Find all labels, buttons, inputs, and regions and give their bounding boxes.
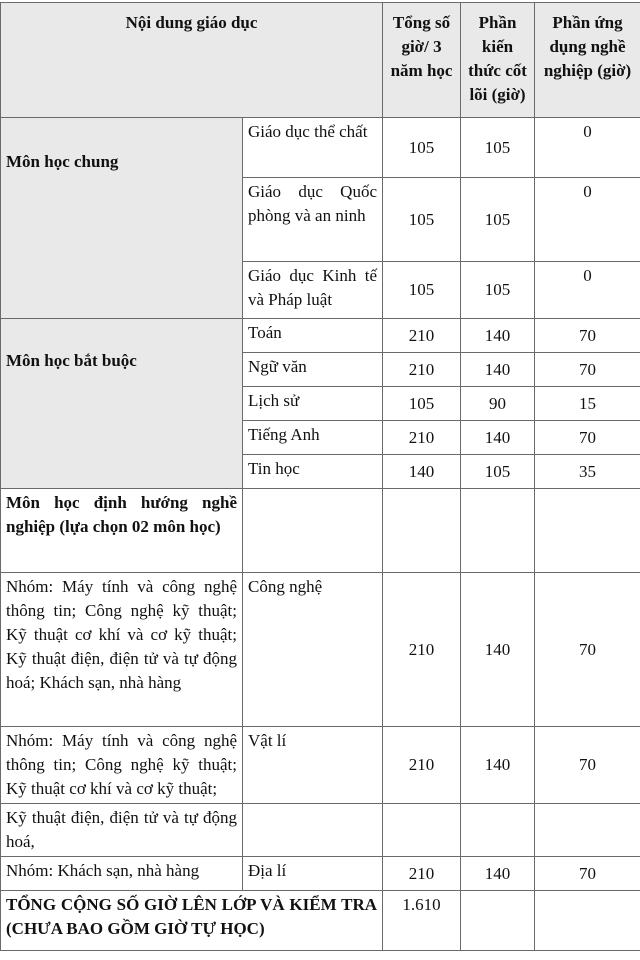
total-hours-cell: 105 bbox=[383, 387, 461, 421]
applied-hours-cell: 0 bbox=[535, 118, 640, 178]
header-applied-hours: Phần ứng dụng nghề nghiệp (giờ) bbox=[535, 3, 640, 118]
applied-hours-cell: 0 bbox=[535, 262, 640, 319]
core-hours-cell: 105 bbox=[461, 262, 535, 319]
table-row bbox=[1, 573, 640, 727]
total-hours-cell: 210 bbox=[383, 857, 461, 891]
subject-cell: Giáo dục thể chất bbox=[243, 118, 383, 178]
subject-cell: Toán bbox=[243, 319, 383, 353]
subject-cell: Giáo dục Kinh tế và Pháp luật bbox=[243, 262, 383, 319]
group-label-mandatory: Môn học bắt buộc bbox=[1, 319, 243, 489]
core-hours-cell: 105 bbox=[461, 455, 535, 489]
total-hours-cell: 210 bbox=[383, 573, 461, 727]
table-row bbox=[1, 857, 640, 891]
core-hours-cell: 105 bbox=[461, 118, 535, 178]
subject-cell: Vật lí bbox=[243, 727, 383, 804]
core-hours-cell bbox=[461, 804, 535, 857]
total-hours-cell: 210 bbox=[383, 727, 461, 804]
empty-cell bbox=[535, 489, 640, 573]
core-hours-cell: 140 bbox=[461, 353, 535, 387]
table-header-row bbox=[1, 3, 640, 118]
applied-hours-cell: 15 bbox=[535, 387, 640, 421]
subject-cell: Ngữ văn bbox=[243, 353, 383, 387]
empty-cell bbox=[461, 489, 535, 573]
core-hours-cell: 140 bbox=[461, 421, 535, 455]
total-hours-cell: 210 bbox=[383, 353, 461, 387]
group-label-general: Môn học chung bbox=[1, 118, 243, 319]
subject-cell: Giáo dục Quốc phòng và an ninh bbox=[243, 178, 383, 262]
core-hours-cell: 90 bbox=[461, 387, 535, 421]
total-hours-cell: 210 bbox=[383, 319, 461, 353]
total-hours-value: 1.610 bbox=[383, 891, 461, 951]
applied-hours-cell: 70 bbox=[535, 421, 640, 455]
total-hours-cell: 140 bbox=[383, 455, 461, 489]
subject-cell: Công nghệ bbox=[243, 573, 383, 727]
applied-hours-cell: 70 bbox=[535, 857, 640, 891]
table-row bbox=[1, 727, 640, 804]
header-total-hours: Tổng số giờ/ 3 năm học bbox=[383, 3, 461, 118]
group-name-cell: Nhóm: Khách sạn, nhà hàng bbox=[1, 857, 243, 891]
group-name-cell: Nhóm: Máy tính và công nghệ thông tin; Công nghệ kỹ thuật; Kỹ thuật cơ khí và cơ kỹ thuật; Kỹ thuật điện, điện tử và tự động hoá; Khách sạn, nhà hàng bbox=[1, 573, 243, 727]
core-hours-cell: 140 bbox=[461, 573, 535, 727]
total-label: TỔNG CỘNG SỐ GIỜ LÊN LỚP VÀ KIỂM TRA (CHƯA BAO GỒM GIỜ TỰ HỌC) bbox=[1, 891, 383, 951]
header-core-hours: Phần kiến thức cốt lõi (giờ) bbox=[461, 3, 535, 118]
subject-cell: Lịch sử bbox=[243, 387, 383, 421]
total-hours-cell: 105 bbox=[383, 118, 461, 178]
table-row bbox=[1, 118, 640, 178]
empty-cell bbox=[535, 891, 640, 951]
applied-hours-cell: 70 bbox=[535, 573, 640, 727]
applied-hours-cell: 0 bbox=[535, 178, 640, 262]
subject-cell bbox=[243, 804, 383, 857]
total-hours-cell bbox=[383, 804, 461, 857]
curriculum-hours-table bbox=[0, 2, 640, 951]
table-row bbox=[1, 489, 640, 573]
applied-hours-cell bbox=[535, 804, 640, 857]
core-hours-cell: 140 bbox=[461, 727, 535, 804]
table-row bbox=[1, 804, 640, 857]
applied-hours-cell: 70 bbox=[535, 353, 640, 387]
group-name-cell: Nhóm: Máy tính và công nghệ thông tin; Công nghệ kỹ thuật; Kỹ thuật cơ khí và cơ kỹ thuật; bbox=[1, 727, 243, 804]
group-label-orientation: Môn học định hướng nghề nghiệp (lựa chọn 02 môn học) bbox=[1, 489, 243, 573]
applied-hours-cell: 35 bbox=[535, 455, 640, 489]
core-hours-cell: 140 bbox=[461, 319, 535, 353]
subject-cell: Tin học bbox=[243, 455, 383, 489]
empty-cell bbox=[243, 489, 383, 573]
applied-hours-cell: 70 bbox=[535, 727, 640, 804]
core-hours-cell: 140 bbox=[461, 857, 535, 891]
group-name-cell: Kỹ thuật điện, điện tử và tự động hoá, bbox=[1, 804, 243, 857]
applied-hours-cell: 70 bbox=[535, 319, 640, 353]
total-hours-cell: 105 bbox=[383, 262, 461, 319]
total-hours-cell: 210 bbox=[383, 421, 461, 455]
table-row bbox=[1, 319, 640, 353]
total-row bbox=[1, 891, 640, 951]
empty-cell bbox=[461, 891, 535, 951]
subject-cell: Địa lí bbox=[243, 857, 383, 891]
core-hours-cell: 105 bbox=[461, 178, 535, 262]
header-content: Nội dung giáo dục bbox=[1, 3, 383, 118]
empty-cell bbox=[383, 489, 461, 573]
subject-cell: Tiếng Anh bbox=[243, 421, 383, 455]
total-hours-cell: 105 bbox=[383, 178, 461, 262]
